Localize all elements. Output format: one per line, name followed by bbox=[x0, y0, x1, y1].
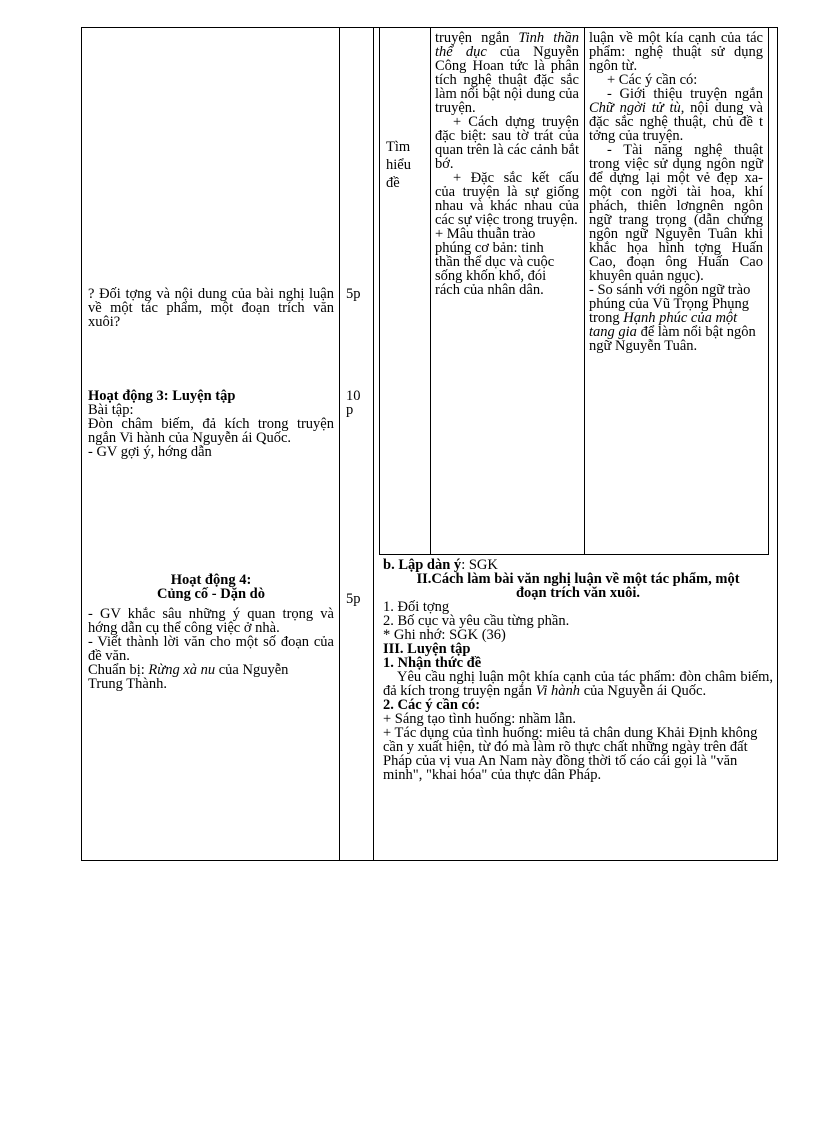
inner-label-line: hiểu bbox=[386, 157, 411, 173]
col1-para: + Cách dựng truyện đặc biệt: sau tờ trát của quan trên là các cảnh bắt bớ. bbox=[435, 114, 579, 172]
col2-para bbox=[589, 283, 759, 353]
hd3-line: - GV gợi ý, hớng dẫn bbox=[88, 444, 212, 460]
col2-para: + Các ý cần có: bbox=[607, 72, 698, 88]
hd4-content bbox=[88, 607, 334, 691]
col2-p5-a: - So sánh với ngôn ngữ trào phúng của Vũ Trọng Phụng trong bbox=[589, 282, 751, 326]
hd4-title-line2: Củng cố - Dặn dò bbox=[157, 586, 265, 602]
sec2-line: 1. Đối tợng bbox=[383, 599, 450, 615]
hd3-content bbox=[88, 403, 334, 459]
col2-p3-title: Chữ ngời tử tù bbox=[589, 100, 681, 116]
col2-p5-b: để làm nổi bật ngôn ngữ Nguyễn Tuân. bbox=[589, 324, 756, 354]
s1-b: của Nguyễn ái Quốc. bbox=[580, 683, 707, 699]
col2-para bbox=[589, 87, 763, 143]
inner-divider-2 bbox=[584, 27, 585, 554]
col2-para: luận về một kía cạnh của tác phẩm: nghệ thuật sử dụng ngôn từ. bbox=[589, 30, 763, 74]
hd3-line: Bài tập: bbox=[88, 402, 134, 418]
col1-para bbox=[435, 31, 579, 115]
left-question: ? Đối tợng và nội dung của bài nghị luận về một tác phẩm, một đoạn trích văn xuôi? bbox=[88, 286, 334, 330]
time-10p-line1: 10 bbox=[346, 388, 361, 404]
col2-p3-a: - Giới thiệu truyện ngắn bbox=[607, 86, 763, 102]
inner-label-line: Tìm bbox=[386, 139, 411, 155]
col-divider-2 bbox=[373, 27, 374, 861]
inner-border-right bbox=[768, 27, 769, 554]
inner-col1 bbox=[435, 31, 579, 297]
b-line bbox=[383, 558, 773, 572]
col1-para: + Đặc sắc kết cấu của truyện là sự giống nhau và khác nhau của các sự việc trong truyện. bbox=[435, 170, 579, 228]
time-5p-2: 5p bbox=[346, 591, 361, 607]
inner-divider-1 bbox=[430, 27, 431, 554]
s1-a: Yêu cầu nghị luận một khía cạnh của tác phẩm: đòn châm biếm, đả kích trong truyện ngắn bbox=[383, 669, 773, 699]
outer-border-right bbox=[777, 27, 778, 861]
s1-work: Vi hành bbox=[535, 683, 581, 699]
col1-p1-a: truyện ngắn bbox=[435, 30, 519, 46]
sec2-line: * Ghi nhớ: SGK (36) bbox=[383, 627, 506, 643]
s1-title: 1. Nhận thức đề bbox=[383, 655, 482, 671]
sec3-title: III. Luyện tập bbox=[383, 641, 471, 657]
b-label: b. Lập dàn ý bbox=[383, 557, 462, 573]
hd3-title: Hoạt động 3: Luyện tập bbox=[88, 388, 236, 404]
outer-border-left bbox=[81, 27, 82, 861]
prep-rest: của Nguyễn Trung Thành. bbox=[88, 662, 289, 692]
s2-line: + Sáng tạo tình huống: nhầm lẫn. bbox=[383, 711, 577, 727]
time-10p-line2: p bbox=[346, 402, 354, 418]
hd3-line: Đòn châm biếm, đả kích trong truyện ngắn Vi hành của Nguyễn ái Quốc. bbox=[88, 416, 334, 446]
prep-label: Chuẩn bị: bbox=[88, 662, 149, 678]
inner-label bbox=[386, 138, 428, 192]
col-divider-1 bbox=[339, 27, 340, 861]
hd4-line: - GV khắc sâu những ý quan trọng và hớng dẫn cụ thể công việc ở nhà. bbox=[88, 606, 334, 636]
col1-p1-title: Tinh thần thể dục bbox=[435, 30, 579, 60]
col1-para: + Mâu thuẫn trào phúng cơ bản: tinh thần thể dục và cuộc sống khốn khổ, đói rách của nhân dân. bbox=[435, 226, 555, 298]
sec2-title: II.Cách làm bài văn nghị luận về một tác phẩm, một đoạn trích văn xuôi. bbox=[416, 571, 740, 601]
s2-line: + Tác dụng của tình huống: miêu tả chân dung Khải Định không cần y xuất hiện, từ đó mà làm rõ thực chất những ngày trên đất Pháp của vị vua An Nam này đồng thời tố cáo cái gọi là "văn minh", "khai hóa" của thực dân Pháp. bbox=[383, 725, 758, 783]
inner-col2 bbox=[589, 31, 763, 353]
s2-title: 2. Các ý cần có: bbox=[383, 697, 481, 713]
prep-title: Rừng xà nu bbox=[148, 662, 216, 678]
col2-p5-title: Hạnh phúc của một tang gia bbox=[589, 310, 738, 340]
inner-border-bottom bbox=[379, 554, 769, 555]
s1-para bbox=[383, 670, 773, 698]
hd4-title bbox=[88, 573, 334, 601]
prep-line bbox=[88, 663, 293, 691]
sec2-line: 2. Bố cục và yêu cầu từng phần. bbox=[383, 613, 570, 629]
time-10p bbox=[346, 389, 361, 417]
col2-para: - Tài năng nghệ thuật trong việc sử dụng ngôn ngữ để dựng lại một vẻ đẹp xa- một con ngời tài hoa, khí phách, thiên lơngnên ngôn ngữ trang trọng (dẫn chứng ngôn ngữ Nguyễn Tuân khi khắc họa hình tợng Huấn Cao, đoạn ông Huấn Cao khuyên quản ngục). bbox=[589, 142, 763, 284]
outer-border-bottom bbox=[81, 860, 778, 861]
col2-p3-b: , nội dung và đặc sắc nghệ thuật, chủ đề t tởng của truyện. bbox=[589, 100, 763, 144]
b-rest: : SGK bbox=[461, 557, 498, 573]
right-content bbox=[383, 558, 773, 782]
hd4-line: - Viết thành lời văn cho một số đoạn của đề văn. bbox=[88, 634, 334, 664]
inner-border-left bbox=[379, 27, 380, 554]
hd4-title-line1: Hoạt động 4: bbox=[170, 572, 252, 588]
inner-label-line: đề bbox=[386, 175, 400, 191]
col1-p1-b: của Nguyễn Công Hoan tức là phân tích nghệ thuật đặc sắc làm nổi bật nội dung của truyện. bbox=[435, 44, 580, 116]
time-5p-1: 5p bbox=[346, 286, 361, 302]
